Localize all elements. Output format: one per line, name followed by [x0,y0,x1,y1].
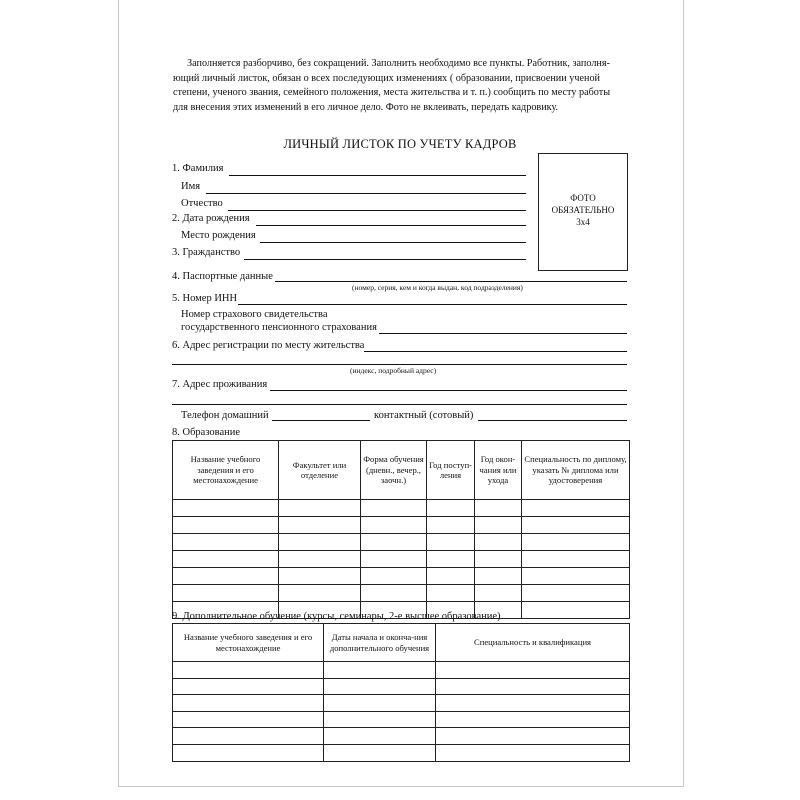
education-table-cell[interactable] [279,500,361,517]
additional-table-cell[interactable] [324,695,436,712]
education-table-cell[interactable] [173,551,279,568]
education-table-cell[interactable] [279,585,361,602]
education-table-cell[interactable] [522,517,630,534]
education-table-cell[interactable] [279,517,361,534]
education-table-cell[interactable] [361,568,427,585]
patronymic-field[interactable] [228,210,526,211]
additional-table-row [173,711,630,728]
education-table-cell[interactable] [361,500,427,517]
education-table-row [173,568,630,585]
education-table-cell[interactable] [427,500,475,517]
photo-size: 3x4 [576,217,590,227]
patronymic-label: Отчество [181,198,223,209]
passport-hint: (номер, серия, кем и когда выдан, код подразделения) [352,283,523,292]
citizenship-label: 3. Гражданство [172,247,241,258]
additional-table-cell[interactable] [324,728,436,745]
education-table-cell[interactable] [522,534,630,551]
education-table-cell[interactable] [279,568,361,585]
phone-home-field[interactable] [272,420,370,421]
reg-address-label: 6. Адрес регистрации по месту жительства [172,340,365,351]
additional-table-cell[interactable] [436,678,630,695]
education-table-cell[interactable] [475,568,522,585]
additional-table-cell[interactable] [173,711,324,728]
citizenship-field[interactable] [244,259,526,260]
education-table-cell[interactable] [427,534,475,551]
additional-table-row [173,678,630,695]
instructions-line: для внесения этих изменений в его личное дело. Фото не вклеивать, передать кадровику. [173,101,559,113]
additional-table-row [173,728,630,745]
education-table-cell[interactable] [522,585,630,602]
surname-label: 1. Фамилия [172,163,224,174]
phone-mobile-field[interactable] [478,420,627,421]
education-table-row [173,534,630,551]
education-col-year-end: Год окон-чания или ухода [475,441,522,500]
phone-home-label: Телефон домашний [181,410,269,421]
additional-table-row [173,744,630,761]
education-col-year-start: Год поступ-ления [427,441,475,500]
instructions-line: степени, ученого звания, семейного положения, места жительства и т. п.) сообщить по месту работы [173,87,611,99]
surname-field[interactable] [229,175,526,176]
education-table-cell[interactable] [279,534,361,551]
education-table [172,440,630,619]
additional-table-cell[interactable] [324,744,436,761]
additional-table [172,623,630,762]
additional-heading: 9. Дополнительное обучение (курсы, семинары, 2-е высшее образование) [172,611,501,622]
additional-table-cell[interactable] [436,662,630,679]
education-col-institution: Название учебного заведения и его местонахождение [173,441,279,500]
additional-col-dates: Даты начала и оконча-ния дополнительного обучения [324,624,436,662]
additional-table-cell[interactable] [324,662,436,679]
name-field[interactable] [206,193,526,194]
education-heading: 8. Образование [172,427,241,438]
instructions-paragraph [173,57,629,115]
education-table-cell[interactable] [173,568,279,585]
birth-date-label: 2. Дата рождения [172,213,250,224]
additional-table-cell[interactable] [173,678,324,695]
education-table-cell[interactable] [361,551,427,568]
name-label: Имя [181,181,201,192]
additional-table-cell[interactable] [436,728,630,745]
pension-label-line1: Номер страхового свидетельства [181,309,328,320]
additional-table-row [173,695,630,712]
education-table-cell[interactable] [427,568,475,585]
inn-field[interactable] [238,304,627,305]
birth-place-label: Место рождения [181,230,256,241]
education-table-cell[interactable] [173,500,279,517]
education-table-cell[interactable] [522,551,630,568]
additional-table-cell[interactable] [173,728,324,745]
education-table-cell[interactable] [279,551,361,568]
education-table-cell[interactable] [475,551,522,568]
education-table-row [173,500,630,517]
reg-address-hint: (индекс, подробный адрес) [350,366,437,375]
education-table-cell[interactable] [522,568,630,585]
birth-date-field[interactable] [256,225,526,226]
additional-table-cell[interactable] [436,711,630,728]
photo-box [538,153,628,271]
education-table-cell[interactable] [173,585,279,602]
instructions-line: Заполняется разборчиво, без сокращений. Заполнить необходимо все пункты. Работник, заполня- [187,58,610,69]
additional-col-institution: Название учебного заведения и его местонахождение [173,624,324,662]
live-address-field-line2[interactable] [172,404,627,405]
additional-col-specialty: Специальность и квалификация [436,624,630,662]
education-table-cell[interactable] [173,534,279,551]
reg-address-field[interactable] [364,351,627,352]
passport-label: 4. Паспортные данные [172,271,273,282]
additional-table-cell[interactable] [436,695,630,712]
additional-table-cell[interactable] [173,662,324,679]
education-table-cell[interactable] [475,534,522,551]
pension-field[interactable] [379,333,627,334]
education-table-cell[interactable] [173,517,279,534]
birth-place-field[interactable] [260,242,526,243]
pension-label-line2: государственного пенсионного страхования [181,322,377,333]
form-title: ЛИЧНЫЙ ЛИСТОК ПО УЧЕТУ КАДРОВ [283,137,517,151]
education-col-specialty: Специальность по диплому, указать № диплома или удостоверения [522,441,630,500]
education-table-cell[interactable] [427,551,475,568]
phone-mobile-label: контактный (сотовый) [374,410,474,421]
education-table-row [173,551,630,568]
education-table-cell[interactable] [475,585,522,602]
education-table-cell[interactable] [522,602,630,619]
additional-table-cell[interactable] [324,711,436,728]
education-table-cell[interactable] [427,517,475,534]
inn-label: 5. Номер ИНН [172,293,238,304]
education-table-cell[interactable] [361,517,427,534]
education-col-faculty: Факультет или отделение [279,441,361,500]
photo-label-required: ОБЯЗАТЕЛЬНО [551,205,615,215]
education-table-cell[interactable] [427,585,475,602]
education-table-cell[interactable] [475,517,522,534]
instructions-line: ющий личный листок, обязан о всех последующих изменениях ( образовании, присвоении ученой [173,72,600,84]
additional-table-cell[interactable] [173,695,324,712]
education-table-row [173,585,630,602]
additional-table-row [173,662,630,679]
education-table-row [173,517,630,534]
reg-address-field-line2[interactable] [172,364,627,365]
education-table-cell[interactable] [361,585,427,602]
education-table-cell[interactable] [361,534,427,551]
education-table-cell[interactable] [475,500,522,517]
additional-table-cell[interactable] [173,744,324,761]
education-table-cell[interactable] [522,500,630,517]
photo-label: ФОТО [570,193,596,203]
education-col-form: Форма обучения (дневн., вечер., заочн.) [361,441,427,500]
additional-table-cell[interactable] [436,744,630,761]
additional-table-cell[interactable] [324,678,436,695]
passport-field[interactable] [275,281,627,282]
live-address-label: 7. Адрес проживания [172,379,268,390]
live-address-field[interactable] [270,390,627,391]
